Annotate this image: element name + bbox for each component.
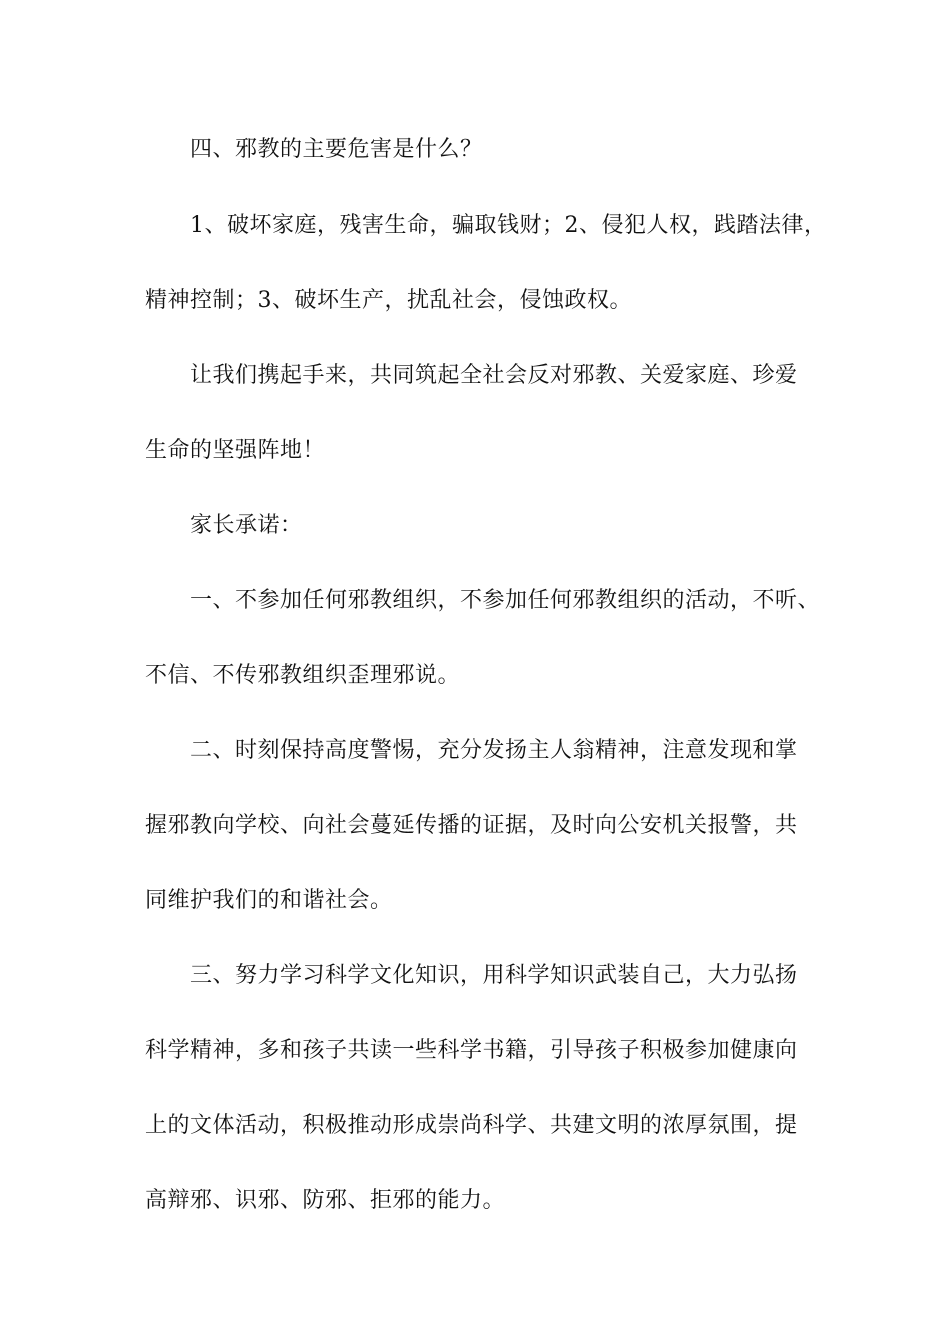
paragraph-line: 高辩邪、识邪、防邪、拒邪的能力。 xyxy=(145,1188,506,1213)
paragraph-line: 三、努力学习科学文化知识，用科学知识武装自己，大力弘扬 xyxy=(190,963,798,988)
paragraph-line: 握邪教向学校、向社会蔓延传播的证据，及时向公安机关报警，共 xyxy=(145,813,798,838)
paragraph-line: 1、破坏家庭，残害生命，骗取钱财；2、侵犯人权，践踏法律， xyxy=(190,213,827,238)
paragraph-line: 生命的坚强阵地！ xyxy=(145,438,326,463)
paragraph-line: 上的文体活动，积极推动形成崇尚科学、共建文明的浓厚氛围，提 xyxy=(145,1113,798,1138)
section-heading: 四、邪教的主要危害是什么？ xyxy=(190,137,483,162)
paragraph-line: 精神控制；3、破坏生产，扰乱社会，侵蚀政权。 xyxy=(145,288,632,313)
paragraph-line: 二、时刻保持高度警惕，充分发扬主人翁精神，注意发现和掌 xyxy=(190,738,798,763)
paragraph-line: 一、不参加任何邪教组织，不参加任何邪教组织的活动，不听、 xyxy=(190,588,821,613)
paragraph-line: 不信、不传邪教组织歪理邪说。 xyxy=(145,663,461,688)
paragraph-line: 同维护我们的和谐社会。 xyxy=(145,888,393,913)
paragraph-line: 科学精神，多和孩子共读一些科学书籍，引导孩子积极参加健康向 xyxy=(145,1038,798,1063)
promise-heading: 家长承诺： xyxy=(190,513,303,538)
paragraph-line: 让我们携起手来，共同筑起全社会反对邪教、关爱家庭、珍爱 xyxy=(190,363,798,388)
